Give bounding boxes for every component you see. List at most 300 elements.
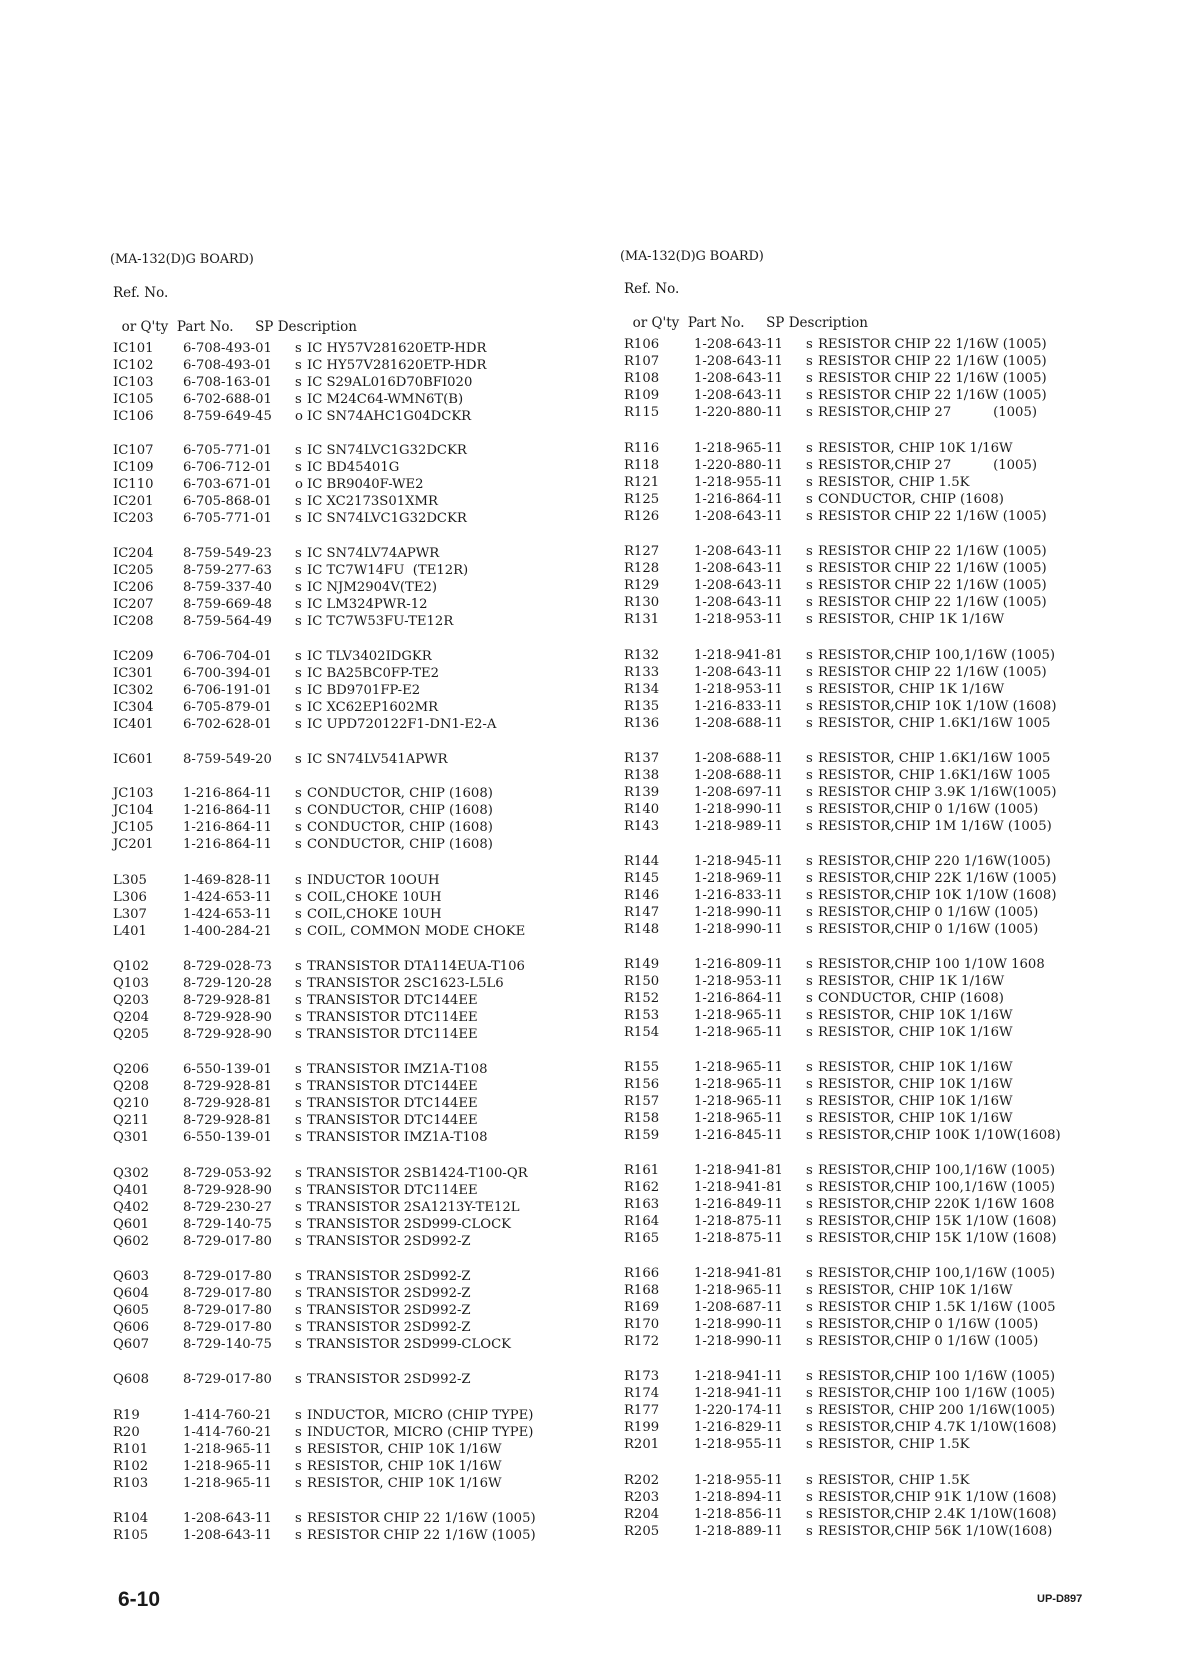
cell-ref: R149 bbox=[624, 957, 660, 972]
cell-desc: TRANSISTOR 2SD999-CLOCK bbox=[307, 1217, 512, 1232]
cell-desc: CONDUCTOR, CHIP (1608) bbox=[307, 820, 493, 835]
cell-part: 1-218-889-11 bbox=[694, 1524, 783, 1539]
cell-part: 8-759-549-20 bbox=[183, 752, 272, 767]
cell-desc: IC S29AL016D70BFI020 bbox=[307, 375, 473, 390]
parts-row bbox=[624, 1419, 1056, 1436]
cell-part: 1-216-864-11 bbox=[183, 820, 272, 835]
cell-part: 1-216-864-11 bbox=[183, 803, 272, 818]
cell-sp: s bbox=[806, 1266, 813, 1281]
cell-sp: s bbox=[806, 974, 813, 989]
cell-part: 1-424-653-11 bbox=[183, 890, 272, 905]
cell-ref: R203 bbox=[624, 1490, 660, 1505]
cell-part: 8-759-649-45 bbox=[183, 409, 272, 424]
cell-part: 6-705-771-01 bbox=[183, 511, 272, 526]
cell-sp: s bbox=[806, 492, 813, 507]
parts-row bbox=[113, 562, 468, 579]
cell-sp: s bbox=[295, 1425, 302, 1440]
cell-desc: RESISTOR,CHIP 0 1/16W (1005) bbox=[818, 1317, 1039, 1332]
parts-row bbox=[113, 906, 442, 923]
cell-ref: Q103 bbox=[113, 976, 149, 991]
parts-row bbox=[624, 1213, 1056, 1230]
parts-row bbox=[624, 1489, 1056, 1506]
cell-part: 1-469-828-11 bbox=[183, 873, 272, 888]
cell-desc: TRANSISTOR DTC114EE bbox=[307, 1010, 478, 1025]
cell-part: 1-208-688-11 bbox=[694, 716, 783, 731]
cell-desc: RESISTOR CHIP 22 1/16W (1005) bbox=[818, 388, 1047, 403]
cell-sp: s bbox=[806, 1317, 813, 1332]
cell-sp: s bbox=[806, 1231, 813, 1246]
parts-row bbox=[113, 716, 496, 733]
cell-desc: RESISTOR,CHIP 4.7K 1/10W(1608) bbox=[818, 1420, 1057, 1435]
cell-sp: s bbox=[295, 392, 302, 407]
cell-desc: IC BA25BC0FP-TE2 bbox=[307, 666, 440, 681]
cell-sp: s bbox=[806, 682, 813, 697]
cell-ref: R106 bbox=[624, 337, 660, 352]
cell-desc: TRANSISTOR 2SA1213Y-TE12L bbox=[307, 1200, 520, 1215]
cell-ref: JC201 bbox=[113, 837, 154, 852]
cell-desc: RESISTOR, CHIP 10K 1/16W bbox=[818, 1111, 1013, 1126]
parts-row bbox=[624, 904, 1038, 921]
cell-desc: RESISTOR,CHIP 0 1/16W (1005) bbox=[818, 802, 1039, 817]
cell-part: 1-218-965-11 bbox=[694, 1094, 783, 1109]
cell-sp: s bbox=[806, 337, 813, 352]
cell-desc: TRANSISTOR IMZ1A-T108 bbox=[307, 1062, 488, 1077]
cell-part: 8-759-549-23 bbox=[183, 546, 272, 561]
cell-sp: s bbox=[806, 716, 813, 731]
cell-desc: RESISTOR,CHIP 10K 1/10W (1608) bbox=[818, 699, 1057, 714]
cell-part: 8-729-140-75 bbox=[183, 1337, 272, 1352]
cell-part: 8-759-564-49 bbox=[183, 614, 272, 629]
cell-sp: s bbox=[295, 1303, 302, 1318]
cell-desc: TRANSISTOR 2SD992-Z bbox=[307, 1372, 471, 1387]
parts-row bbox=[624, 698, 1056, 715]
cell-sp: s bbox=[295, 1442, 302, 1457]
right-board-title: (MA-132(D)G BOARD) bbox=[620, 249, 764, 264]
cell-sp: s bbox=[295, 1459, 302, 1474]
cell-ref: R201 bbox=[624, 1437, 660, 1452]
cell-ref: IC103 bbox=[113, 375, 154, 390]
cell-desc: IC TC7W14FU (TE12R) bbox=[307, 563, 469, 578]
cell-sp: s bbox=[806, 1334, 813, 1349]
parts-row bbox=[624, 336, 1047, 353]
cell-ref: R164 bbox=[624, 1214, 660, 1229]
cell-ref: Q208 bbox=[113, 1079, 149, 1094]
cell-part: 6-706-191-01 bbox=[183, 683, 272, 698]
cell-sp: s bbox=[295, 1320, 302, 1335]
cell-part: 1-216-864-11 bbox=[183, 786, 272, 801]
cell-sp: s bbox=[295, 1113, 302, 1128]
parts-row bbox=[113, 665, 439, 682]
cell-sp: s bbox=[295, 1027, 302, 1042]
cell-sp: s bbox=[295, 511, 302, 526]
cell-sp: s bbox=[295, 1166, 302, 1181]
parts-row bbox=[113, 889, 442, 906]
cell-sp: s bbox=[295, 890, 302, 905]
cell-sp: s bbox=[806, 1214, 813, 1229]
cell-desc: COIL,CHOKE 10UH bbox=[307, 907, 442, 922]
parts-row bbox=[624, 1506, 1056, 1523]
cell-ref: R156 bbox=[624, 1077, 660, 1092]
left-header-part: Part No. bbox=[176, 319, 234, 335]
cell-ref: R134 bbox=[624, 682, 660, 697]
cell-ref: R161 bbox=[624, 1163, 660, 1178]
cell-ref: R202 bbox=[624, 1473, 660, 1488]
cell-desc: RESISTOR, CHIP 1.6K1/16W 1005 bbox=[818, 768, 1051, 783]
parts-row bbox=[624, 474, 969, 491]
cell-ref: R157 bbox=[624, 1094, 660, 1109]
cell-part: 1-218-965-11 bbox=[694, 1111, 783, 1126]
parts-row bbox=[113, 1458, 502, 1475]
cell-sp: o bbox=[295, 477, 303, 492]
parts-row bbox=[624, 1230, 1056, 1247]
cell-part: 1-218-990-11 bbox=[694, 905, 783, 920]
parts-row bbox=[113, 374, 472, 391]
cell-sp: s bbox=[806, 922, 813, 937]
parts-row bbox=[113, 1424, 533, 1441]
parts-row bbox=[624, 577, 1047, 594]
cell-part: 1-218-965-11 bbox=[183, 1459, 272, 1474]
cell-part: 8-759-669-48 bbox=[183, 597, 272, 612]
cell-part: 1-218-941-81 bbox=[694, 1163, 783, 1178]
cell-ref: R169 bbox=[624, 1300, 660, 1315]
cell-ref: Q601 bbox=[113, 1217, 149, 1232]
cell-sp: s bbox=[806, 1060, 813, 1075]
cell-ref: R177 bbox=[624, 1403, 660, 1418]
cell-part: 1-208-643-11 bbox=[694, 595, 783, 610]
cell-sp: s bbox=[806, 1008, 813, 1023]
cell-sp: s bbox=[295, 683, 302, 698]
cell-sp: s bbox=[295, 443, 302, 458]
cell-ref: R204 bbox=[624, 1507, 660, 1522]
parts-row bbox=[113, 1095, 478, 1112]
cell-ref: IC109 bbox=[113, 460, 154, 475]
cell-desc: RESISTOR CHIP 22 1/16W (1005) bbox=[818, 509, 1047, 524]
cell-part: 1-220-880-11 bbox=[694, 458, 783, 473]
parts-row bbox=[624, 508, 1047, 525]
cell-sp: s bbox=[806, 1524, 813, 1539]
cell-part: 1-218-965-11 bbox=[694, 1283, 783, 1298]
cell-sp: s bbox=[806, 595, 813, 610]
cell-part: 8-759-337-40 bbox=[183, 580, 272, 595]
cell-part: 1-218-894-11 bbox=[694, 1490, 783, 1505]
cell-desc: CONDUCTOR, CHIP (1608) bbox=[307, 786, 493, 801]
cell-ref: R125 bbox=[624, 492, 660, 507]
cell-part: 1-218-955-11 bbox=[694, 1473, 783, 1488]
cell-part: 1-218-941-11 bbox=[694, 1386, 783, 1401]
cell-part: 1-218-941-81 bbox=[694, 1266, 783, 1281]
cell-sp: s bbox=[295, 460, 302, 475]
cell-ref: IC204 bbox=[113, 546, 154, 561]
parts-row bbox=[624, 1368, 1055, 1385]
cell-part: 1-208-643-11 bbox=[694, 665, 783, 680]
cell-part: 1-414-760-21 bbox=[183, 1408, 272, 1423]
cell-ref: IC301 bbox=[113, 666, 154, 681]
parts-row bbox=[113, 785, 493, 802]
cell-part: 8-729-928-81 bbox=[183, 1113, 272, 1128]
left-header-line2 bbox=[113, 302, 357, 336]
cell-desc: TRANSISTOR IMZ1A-T108 bbox=[307, 1130, 488, 1145]
cell-part: 8-729-928-90 bbox=[183, 1010, 272, 1025]
parts-row bbox=[113, 1026, 478, 1043]
cell-desc: RESISTOR,CHIP 100 1/10W 1608 bbox=[818, 957, 1045, 972]
cell-desc: RESISTOR CHIP 22 1/16W (1005) bbox=[818, 337, 1047, 352]
cell-ref: R145 bbox=[624, 871, 660, 886]
parts-row bbox=[113, 1319, 471, 1336]
parts-row bbox=[624, 1436, 969, 1453]
cell-part: 1-208-643-11 bbox=[694, 578, 783, 593]
cell-desc: RESISTOR CHIP 22 1/16W (1005) bbox=[818, 561, 1047, 576]
cell-desc: INDUCTOR, MICRO (CHIP TYPE) bbox=[307, 1425, 534, 1440]
cell-part: 1-218-965-11 bbox=[183, 1476, 272, 1491]
cell-ref: Q402 bbox=[113, 1200, 149, 1215]
cell-part: 8-729-053-92 bbox=[183, 1166, 272, 1181]
cell-desc: IC HY57V281620ETP-HDR bbox=[307, 358, 487, 373]
cell-ref: IC110 bbox=[113, 477, 154, 492]
cell-ref: JC105 bbox=[113, 820, 154, 835]
left-board-title: (MA-132(D)G BOARD) bbox=[110, 252, 254, 267]
cell-desc: INDUCTOR, MICRO (CHIP TYPE) bbox=[307, 1408, 534, 1423]
cell-desc: RESISTOR, CHIP 1K 1/16W bbox=[818, 682, 1005, 697]
parts-row bbox=[624, 440, 1013, 457]
cell-ref: Q607 bbox=[113, 1337, 149, 1352]
cell-ref: Q605 bbox=[113, 1303, 149, 1318]
parts-row bbox=[113, 1527, 536, 1544]
cell-sp: s bbox=[806, 1386, 813, 1401]
parts-row bbox=[113, 682, 420, 699]
cell-desc: RESISTOR,CHIP 56K 1/10W(1608) bbox=[818, 1524, 1053, 1539]
cell-sp: s bbox=[295, 1286, 302, 1301]
cell-desc: RESISTOR,CHIP 100,1/16W (1005) bbox=[818, 1163, 1056, 1178]
cell-part: 1-208-643-11 bbox=[694, 371, 783, 386]
cell-desc: RESISTOR,CHIP 220K 1/16W 1608 bbox=[818, 1197, 1055, 1212]
cell-desc: RESISTOR,CHIP 27 (1005) bbox=[818, 458, 1037, 473]
cell-desc: RESISTOR CHIP 22 1/16W (1005) bbox=[818, 371, 1047, 386]
cell-sp: s bbox=[295, 1234, 302, 1249]
cell-part: 8-729-017-80 bbox=[183, 1372, 272, 1387]
cell-ref: IC208 bbox=[113, 614, 154, 629]
cell-part: 6-706-704-01 bbox=[183, 649, 272, 664]
parts-row bbox=[624, 1127, 1061, 1144]
cell-part: 1-208-643-11 bbox=[694, 354, 783, 369]
parts-row bbox=[113, 802, 493, 819]
cell-ref: IC105 bbox=[113, 392, 154, 407]
parts-row bbox=[113, 579, 437, 596]
parts-row bbox=[113, 1371, 471, 1388]
left-header-line1: Ref. No. bbox=[113, 285, 169, 301]
cell-ref: Q210 bbox=[113, 1096, 149, 1111]
parts-row bbox=[624, 1196, 1055, 1213]
model-number: UP-D897 bbox=[1037, 1593, 1083, 1605]
cell-desc: TRANSISTOR 2SD992-Z bbox=[307, 1303, 471, 1318]
cell-desc: RESISTOR CHIP 22 1/16W (1005) bbox=[307, 1528, 536, 1543]
cell-desc: TRANSISTOR 2SD992-Z bbox=[307, 1286, 471, 1301]
cell-sp: s bbox=[295, 820, 302, 835]
cell-part: 1-424-653-11 bbox=[183, 907, 272, 922]
cell-desc: RESISTOR,CHIP 0 1/16W (1005) bbox=[818, 1334, 1039, 1349]
cell-ref: IC207 bbox=[113, 597, 154, 612]
cell-desc: RESISTOR, CHIP 1.5K bbox=[818, 1437, 970, 1452]
cell-desc: IC BR9040F-WE2 bbox=[307, 477, 424, 492]
parts-row bbox=[113, 975, 504, 992]
parts-row bbox=[624, 1282, 1013, 1299]
cell-part: 1-218-875-11 bbox=[694, 1231, 783, 1246]
cell-part: 1-208-643-11 bbox=[694, 388, 783, 403]
cell-ref: R153 bbox=[624, 1008, 660, 1023]
cell-ref: IC106 bbox=[113, 409, 154, 424]
cell-desc: RESISTOR,CHIP 100 1/16W (1005) bbox=[818, 1369, 1056, 1384]
cell-sp: s bbox=[806, 1403, 813, 1418]
cell-ref: R159 bbox=[624, 1128, 660, 1143]
cell-part: 8-729-017-80 bbox=[183, 1320, 272, 1335]
cell-sp: s bbox=[806, 388, 813, 403]
cell-desc: RESISTOR CHIP 22 1/16W (1005) bbox=[818, 595, 1047, 610]
cell-part: 1-218-965-11 bbox=[694, 1060, 783, 1075]
cell-ref: R121 bbox=[624, 475, 660, 490]
cell-ref: JC104 bbox=[113, 803, 154, 818]
cell-ref: R140 bbox=[624, 802, 660, 817]
cell-desc: INDUCTOR 10OUH bbox=[307, 873, 440, 888]
cell-desc: RESISTOR,CHIP 15K 1/10W (1608) bbox=[818, 1214, 1057, 1229]
cell-ref: R101 bbox=[113, 1442, 149, 1457]
cell-part: 8-729-017-80 bbox=[183, 1234, 272, 1249]
cell-ref: R104 bbox=[113, 1511, 149, 1526]
cell-desc: IC SN74LVC1G32DCKR bbox=[307, 443, 467, 458]
cell-desc: RESISTOR, CHIP 10K 1/16W bbox=[818, 1060, 1013, 1075]
parts-row bbox=[113, 1061, 488, 1078]
cell-ref: L305 bbox=[113, 873, 147, 888]
parts-row bbox=[113, 340, 486, 357]
cell-desc: RESISTOR, CHIP 10K 1/16W bbox=[818, 1094, 1013, 1109]
cell-desc: RESISTOR,CHIP 2.4K 1/10W(1608) bbox=[818, 1507, 1057, 1522]
cell-sp: s bbox=[806, 612, 813, 627]
cell-sp: s bbox=[295, 1408, 302, 1423]
cell-sp: s bbox=[806, 1490, 813, 1505]
parts-row bbox=[113, 751, 448, 768]
cell-sp: s bbox=[295, 666, 302, 681]
cell-desc: RESISTOR CHIP 1.5K 1/16W (1005 bbox=[818, 1300, 1056, 1315]
cell-desc: IC BD9701FP-E2 bbox=[307, 683, 421, 698]
cell-sp: s bbox=[806, 1197, 813, 1212]
right-header-line1: Ref. No. bbox=[624, 281, 680, 297]
cell-desc: RESISTOR,CHIP 10K 1/10W (1608) bbox=[818, 888, 1057, 903]
parts-row bbox=[624, 990, 1004, 1007]
cell-part: 1-218-965-11 bbox=[694, 1077, 783, 1092]
cell-desc: RESISTOR,CHIP 15K 1/10W (1608) bbox=[818, 1231, 1057, 1246]
parts-row bbox=[624, 543, 1047, 560]
parts-row bbox=[624, 1093, 1013, 1110]
cell-ref: R158 bbox=[624, 1111, 660, 1126]
parts-row bbox=[624, 1472, 969, 1489]
cell-sp: s bbox=[295, 976, 302, 991]
parts-row bbox=[113, 1078, 478, 1095]
cell-part: 1-208-643-11 bbox=[694, 509, 783, 524]
cell-ref: R155 bbox=[624, 1060, 660, 1075]
cell-sp: s bbox=[295, 494, 302, 509]
cell-sp: s bbox=[806, 561, 813, 576]
cell-ref: R20 bbox=[113, 1425, 140, 1440]
cell-part: 1-218-955-11 bbox=[694, 475, 783, 490]
cell-part: 6-550-139-01 bbox=[183, 1130, 272, 1145]
cell-part: 1-216-845-11 bbox=[694, 1128, 783, 1143]
cell-ref: L401 bbox=[113, 924, 147, 939]
cell-part: 1-218-965-11 bbox=[694, 1025, 783, 1040]
cell-sp: s bbox=[806, 905, 813, 920]
parts-row bbox=[113, 1407, 533, 1424]
cell-part: 1-218-941-11 bbox=[694, 1369, 783, 1384]
cell-part: 8-729-028-73 bbox=[183, 959, 272, 974]
parts-row bbox=[113, 596, 428, 613]
right-header-sp: SP bbox=[766, 315, 785, 331]
left-header-sp: SP bbox=[255, 319, 274, 335]
cell-desc: TRANSISTOR DTC114EE bbox=[307, 1183, 478, 1198]
cell-desc: RESISTOR, CHIP 10K 1/16W bbox=[307, 1459, 502, 1474]
parts-row bbox=[624, 491, 1004, 508]
parts-row bbox=[624, 353, 1047, 370]
cell-sp: s bbox=[295, 907, 302, 922]
cell-desc: CONDUCTOR, CHIP (1608) bbox=[818, 492, 1004, 507]
cell-ref: R165 bbox=[624, 1231, 660, 1246]
parts-row bbox=[624, 1333, 1038, 1350]
parts-row bbox=[113, 1199, 520, 1216]
cell-sp: s bbox=[806, 354, 813, 369]
parts-row bbox=[624, 1179, 1055, 1196]
cell-part: 1-414-760-21 bbox=[183, 1425, 272, 1440]
cell-part: 6-705-879-01 bbox=[183, 700, 272, 715]
cell-part: 6-705-771-01 bbox=[183, 443, 272, 458]
cell-sp: s bbox=[295, 1062, 302, 1077]
left-header-desc: Description bbox=[277, 319, 357, 335]
cell-part: 1-208-643-11 bbox=[694, 561, 783, 576]
cell-desc: RESISTOR, CHIP 1.6K1/16W 1005 bbox=[818, 716, 1051, 731]
cell-sp: s bbox=[806, 819, 813, 834]
cell-ref: R105 bbox=[113, 1528, 149, 1543]
cell-desc: TRANSISTOR 2SD992-Z bbox=[307, 1269, 471, 1284]
cell-part: 1-400-284-21 bbox=[183, 924, 272, 939]
cell-part: 6-700-394-01 bbox=[183, 666, 272, 681]
parts-row bbox=[624, 1299, 1056, 1316]
cell-sp: s bbox=[806, 1473, 813, 1488]
cell-part: 1-218-941-81 bbox=[694, 648, 783, 663]
cell-desc: IC LM324PWR-12 bbox=[307, 597, 428, 612]
cell-desc: RESISTOR, CHIP 10K 1/16W bbox=[818, 1025, 1013, 1040]
cell-desc: RESISTOR CHIP 22 1/16W (1005) bbox=[818, 354, 1047, 369]
cell-sp: s bbox=[806, 371, 813, 386]
cell-ref: R126 bbox=[624, 509, 660, 524]
cell-ref: R137 bbox=[624, 751, 660, 766]
cell-part: 1-218-875-11 bbox=[694, 1214, 783, 1229]
cell-sp: s bbox=[295, 700, 302, 715]
parts-row bbox=[113, 1302, 471, 1319]
cell-desc: RESISTOR, CHIP 10K 1/16W bbox=[818, 1283, 1013, 1298]
parts-row bbox=[624, 1265, 1055, 1282]
cell-desc: TRANSISTOR DTC114EE bbox=[307, 1027, 478, 1042]
cell-ref: Q205 bbox=[113, 1027, 149, 1042]
cell-part: 6-708-163-01 bbox=[183, 375, 272, 390]
cell-sp: s bbox=[806, 1128, 813, 1143]
cell-ref: R168 bbox=[624, 1283, 660, 1298]
parts-row bbox=[624, 611, 1004, 628]
cell-ref: R172 bbox=[624, 1334, 660, 1349]
cell-desc: RESISTOR CHIP 22 1/16W (1005) bbox=[818, 578, 1047, 593]
cell-sp: s bbox=[295, 1269, 302, 1284]
cell-part: 1-218-990-11 bbox=[694, 802, 783, 817]
cell-desc: CONDUCTOR, CHIP (1608) bbox=[307, 803, 493, 818]
cell-part: 1-208-697-11 bbox=[694, 785, 783, 800]
cell-sp: s bbox=[295, 1476, 302, 1491]
cell-sp: s bbox=[295, 1337, 302, 1352]
cell-ref: R135 bbox=[624, 699, 660, 714]
cell-part: 8-729-230-27 bbox=[183, 1200, 272, 1215]
